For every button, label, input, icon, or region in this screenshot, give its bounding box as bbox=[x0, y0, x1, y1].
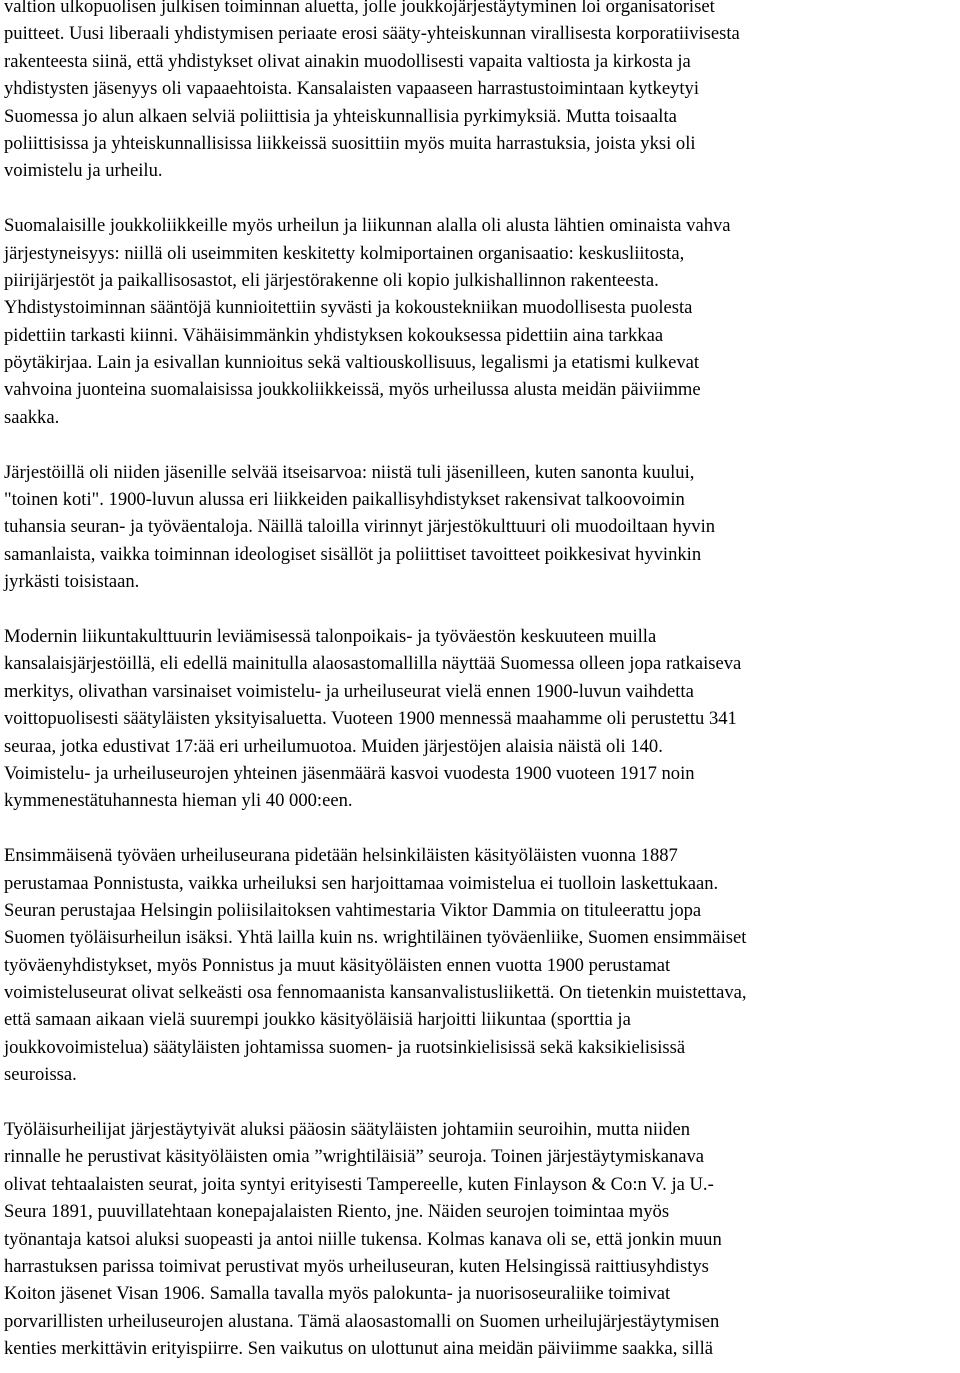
text-line: Suomalaisille joukkoliikkeille myös urheilun ja liikunnan alalla oli alusta lähtien ominaista vahva bbox=[4, 215, 731, 237]
text-line: saakka. bbox=[4, 406, 60, 428]
paragraph-1 bbox=[4, 0, 956, 185]
paragraph-spacer bbox=[4, 431, 956, 458]
text-line: porvarillisten urheiluseurojen alustana. Tämä alaosastomalli on Suomen urheilujärjestäytymisen bbox=[4, 1310, 720, 1332]
paragraph-spacer bbox=[4, 1089, 956, 1116]
text-line: Suomen työläisurheilun isäksi. Yhtä lailla kuin ns. wrightiläinen työväenliike, Suomen ensimmäiset bbox=[4, 927, 747, 949]
text-line: Seura 1891, puuvillatehtaan konepajalaisten Riento, jne. Näiden seurojen toimintaa myös bbox=[4, 1201, 670, 1223]
text-line: samanlaista, vaikka toiminnan ideologiset sisällöt ja poliittiset tavoitteet poikkesivat hyvinkin bbox=[4, 543, 702, 565]
text-line: tuhansia seuran- ja työväentaloja. Näillä taloilla virinnyt järjestökulttuuri oli muodoiltaan hyvin bbox=[4, 516, 716, 538]
text-line: vahvoina juonteina suomalaisissa joukkoliikkeissä, myös urheilussa alusta meidän päiviimme bbox=[4, 379, 701, 401]
text-line: Voimistelu- ja urheiluseurojen yhteinen jäsenmäärä kasvoi vuodesta 1900 vuoteen 1917 noin bbox=[4, 762, 695, 784]
paragraph-6 bbox=[4, 1116, 956, 1363]
paragraph-4 bbox=[4, 623, 956, 815]
text-line: puitteet. Uusi liberaali yhdistymisen periaate erosi sääty-yhteiskunnan virallisesta korporatiivisesta bbox=[4, 23, 740, 45]
text-line: Modernin liikuntakulttuurin leviämisessä talonpoikais- ja työväestön keskuuteen muilla bbox=[4, 625, 657, 647]
text-line: voittopuolisesti säätyläisten yksityisaluetta. Vuoteen 1900 mennessä maahamme oli perustettu 341 bbox=[4, 708, 737, 730]
text-line: kymmenestätuhannesta hieman yli 40 000:een. bbox=[4, 790, 353, 812]
text-line: perustamaa Ponnistusta, vaikka urheiluksi sen harjoittamaa voimistelua ei tuolloin laskettukaan. bbox=[4, 872, 719, 894]
text-line: Järjestöillä oli niiden jäsenille selvää itseisarvoa: niistä tuli jäsenilleen, kuten sanonta kuului, bbox=[4, 461, 695, 483]
document-page bbox=[4, 0, 956, 1363]
text-line: "toinen koti". 1900-luvun alussa eri liikkeiden paikallisyhdistykset rakensivat talkoovoimin bbox=[4, 489, 685, 511]
text-line: Yhdistystoiminnan sääntöjä kunnioitettiin syvästi ja kokoustekniikan muodollisesta puolesta bbox=[4, 297, 693, 319]
text-line: jyrkästi toisistaan. bbox=[4, 571, 140, 593]
paragraph-spacer bbox=[4, 185, 956, 212]
text-line: Suomessa jo alun alkaen selviä poliittisia ja yhteiskunnallisia pyrkimyksiä. Mutta toisaalta bbox=[4, 105, 677, 127]
paragraph-spacer bbox=[4, 815, 956, 842]
text-line: pidettiin tarkasti kiinni. Vähäisimmänkin yhdistyksen kokouksessa pidettiin aina tarkkaa bbox=[4, 324, 664, 346]
text-line: Koiton jäsenet Visan 1906. Samalla tavalla myös palokunta- ja nuorisoseuraliike toimivat bbox=[4, 1283, 671, 1305]
text-line: voimisteluseurat olivat selkeästi osa fennomaanista kansanvalistusliikettä. On tietenkin muistettava, bbox=[4, 982, 747, 1004]
text-line: harrastuksen parissa toimivat perustivat myös urheiluseuran, kuten Helsingissä raittiusyhdistys bbox=[4, 1255, 709, 1277]
text-line: pöytäkirjaa. Lain ja esivallan kunnioitus sekä valtiouskollisuus, legalismi ja etatismi kulkevat bbox=[4, 352, 700, 374]
text-line: seuraa, jotka edustivat 17:ää eri urheilumuotoa. Muiden järjestöjen alaisia näistä oli 140. bbox=[4, 735, 663, 757]
text-line: seuroissa. bbox=[4, 1064, 77, 1086]
text-line: valtion ulkopuolisen julkisen toiminnan aluetta, jolle joukkojärjestäytyminen loi organisatoriset bbox=[4, 0, 715, 17]
text-line: järjestyneisyys: niillä oli useimmiten keskitetty kolmiportainen organisaatio: keskusliitosta, bbox=[4, 242, 685, 264]
paragraph-3 bbox=[4, 459, 956, 596]
text-line: joukkovoimistelua) säätyläisten johtamissa suomen- ja ruotsinkielisissä sekä kaksikielisissä bbox=[4, 1036, 686, 1058]
text-line: kansalaisjärjestöillä, eli edellä mainitulla alaosastomallilla näyttää Suomessa olleen jopa ratkaiseva bbox=[4, 653, 742, 675]
paragraph-5 bbox=[4, 842, 956, 1089]
text-line: rinnalle he perustivat käsityöläisten omia ”wrightiläisiä” seuroja. Toinen järjestäytymiskanava bbox=[4, 1146, 705, 1168]
text-line: että samaan aikaan vielä suurempi joukko käsityöläisiä harjoitti liikuntaa (sporttia ja bbox=[4, 1009, 631, 1031]
text-line: Ensimmäisenä työväen urheiluseurana pidetään helsinkiläisten käsityöläisten vuonna 1887 bbox=[4, 845, 678, 867]
paragraph-spacer bbox=[4, 596, 956, 623]
text-line: työväenyhdistykset, myös Ponnistus ja muut käsityöläisten ennen vuotta 1900 perustamat bbox=[4, 954, 671, 976]
text-line: Seuran perustajaa Helsingin poliisilaitoksen vahtimestaria Viktor Dammia on tituleerattu jopa bbox=[4, 899, 702, 921]
text-line: merkitys, olivathan varsinaiset voimistelu- ja urheiluseurat vielä ennen 1900-luvun vaihdetta bbox=[4, 680, 694, 702]
text-line: yhdistysten jäsenyys oli vapaaehtoista. Kansalaisten vapaaseen harrastustoimintaan kytkeytyi bbox=[4, 78, 700, 100]
text-line: poliittisissa ja yhteiskunnallisissa liikkeissä suosittiin myös muita harrastuksia, joista yksi oli bbox=[4, 132, 696, 154]
text-line: rakenteesta siinä, että yhdistykset olivat ainakin muodollisesti vapaita valtiosta ja kirkosta ja bbox=[4, 50, 691, 72]
text-line: Työläisurheilijat järjestäytyivät aluksi pääosin säätyläisten johtamiin seuroihin, mutta niiden bbox=[4, 1119, 690, 1141]
text-line: olivat tehtaalaisten seurat, joita syntyi erityisesti Tampereelle, kuten Finlayson & Co:n V. ja U.- bbox=[4, 1173, 714, 1195]
text-line: piirijärjestöt ja paikallisosastot, eli järjestörakenne oli kopio julkishallinnon rakenteesta. bbox=[4, 269, 659, 291]
text-line: työnantaja katsoi aluksi suopeasti ja antoi niille tukensa. Kolmas kanava oli se, että jonkin muun bbox=[4, 1228, 722, 1250]
text-line: kenties merkittävin erityispiirre. Sen vaikutus on ulottunut aina meidän päiviimme saakka, sillä bbox=[4, 1338, 713, 1360]
paragraph-2 bbox=[4, 212, 956, 431]
text-line: voimistelu ja urheilu. bbox=[4, 160, 163, 182]
